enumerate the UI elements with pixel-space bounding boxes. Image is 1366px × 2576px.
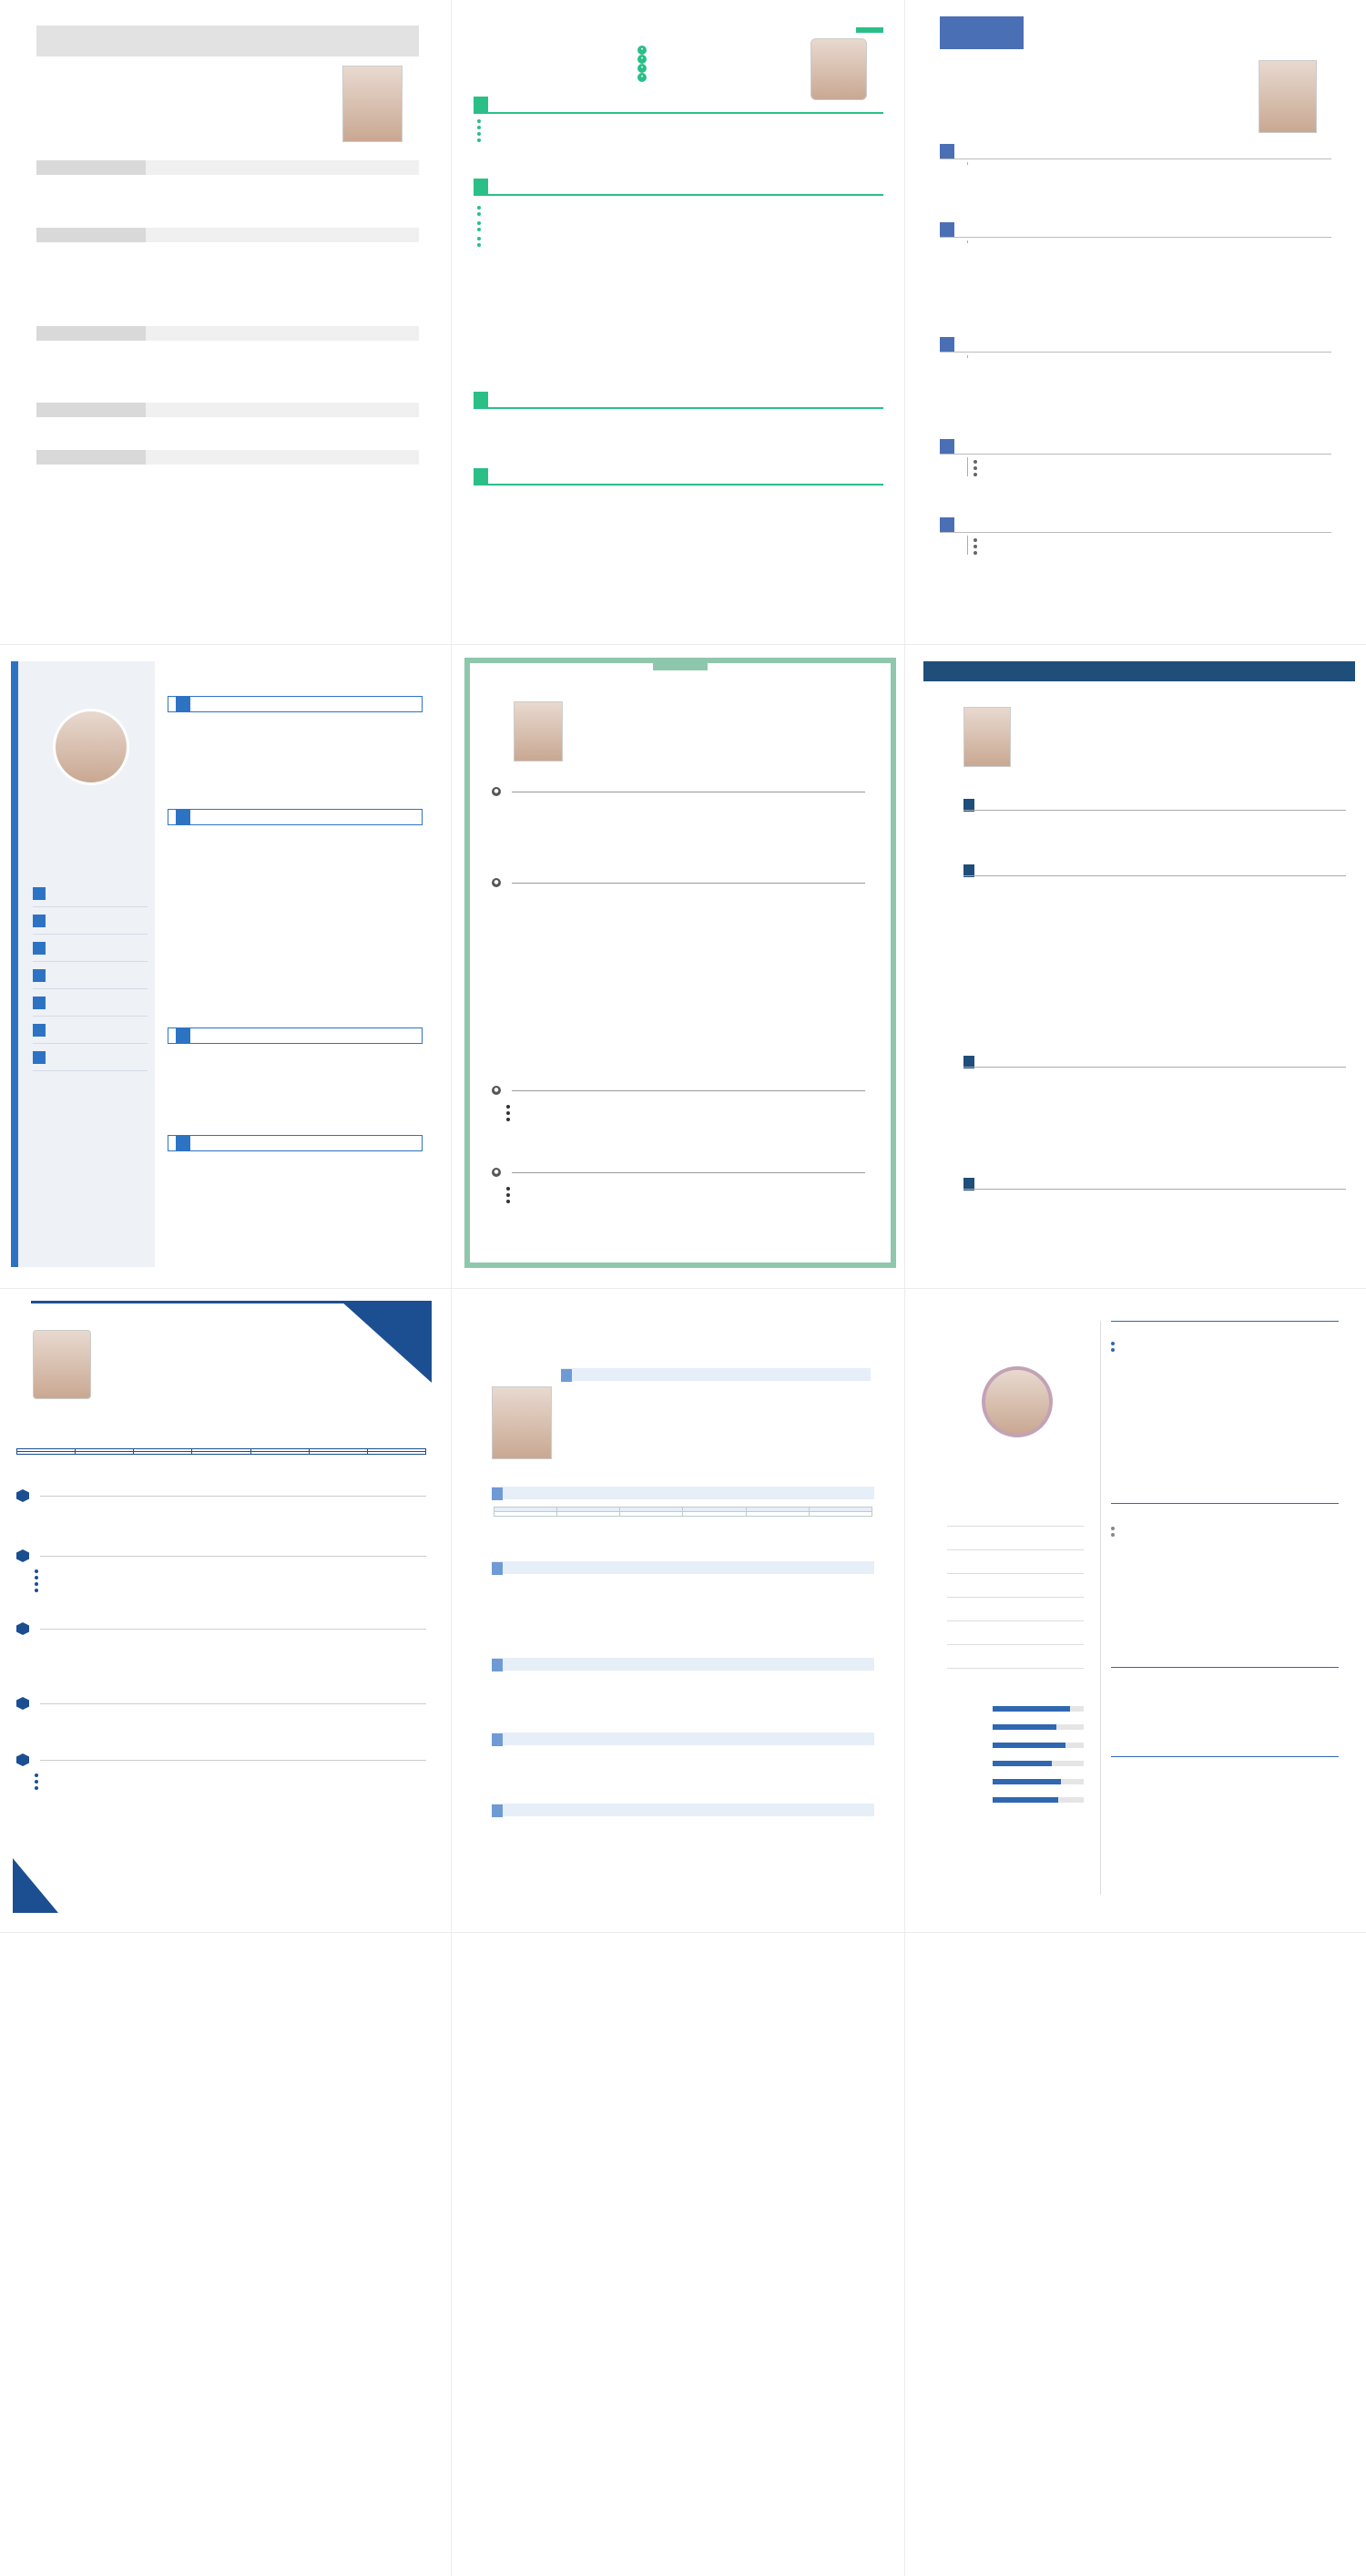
section-header: [474, 97, 883, 113]
sidebar-row: [33, 1017, 148, 1044]
section-header: [168, 1135, 423, 1151]
divider: [40, 1496, 426, 1497]
table-row: [17, 1452, 426, 1455]
divider: [512, 1172, 865, 1173]
table-cell: [809, 1512, 872, 1517]
accent-bar: [856, 27, 883, 33]
section-header: [168, 696, 423, 712]
bullet-icon: [477, 132, 481, 136]
bullet-icon: [506, 1187, 510, 1191]
info-row: [947, 1503, 1084, 1527]
section-header: [940, 439, 1331, 454]
section-header: [36, 228, 419, 242]
work-block: [40, 246, 415, 251]
edu-block: [35, 1507, 426, 1509]
honor-item: [35, 1586, 426, 1592]
table-cell: [250, 1452, 309, 1455]
ability-fill: [993, 1797, 1058, 1803]
bullet-icon: [477, 126, 481, 129]
ability-fill: [993, 1779, 1061, 1784]
divider: [512, 1090, 865, 1091]
edu-block: [173, 718, 419, 721]
self-eval-item: [974, 548, 1326, 555]
info-row: [1025, 709, 1067, 722]
section-header: [492, 1561, 874, 1574]
divider: [40, 1556, 426, 1557]
info-row: [947, 1645, 1084, 1669]
job-item: [477, 225, 878, 231]
ability-row: [947, 1754, 1084, 1773]
bullet-icon: [506, 1118, 510, 1121]
skill-item: [974, 464, 1326, 470]
honor-item: [35, 1567, 426, 1573]
section-title: [492, 1733, 503, 1746]
ability-row: [947, 1736, 1084, 1754]
contact-list: [637, 46, 650, 82]
self-block: [967, 536, 1326, 555]
column-line: [1100, 1321, 1101, 1895]
section-header: [561, 1368, 871, 1381]
row-divider: [0, 1288, 1366, 1289]
divider: [940, 454, 1331, 455]
info-row: [1188, 709, 1229, 722]
table-cell: [76, 1452, 134, 1455]
section-icon: ●: [492, 787, 501, 796]
section-title: [561, 1369, 572, 1382]
ability-track: [993, 1743, 1084, 1748]
self-eval-item: [506, 1184, 861, 1191]
bullet-icon: [974, 545, 977, 548]
honor-block: [35, 1567, 426, 1592]
ability-fill: [993, 1724, 1056, 1730]
resume-card-6: [923, 661, 1355, 1262]
contact-row: [637, 46, 650, 55]
profile-photo: [53, 709, 129, 785]
resume-card-8: [481, 1304, 882, 1906]
skills-block: [506, 1102, 861, 1121]
info-row: [947, 1550, 1084, 1574]
divider: [474, 112, 883, 114]
row-divider: [0, 1932, 1366, 1933]
skill-item: [506, 1102, 861, 1109]
bullet-icon: [1111, 1527, 1115, 1530]
sidebar-row: [33, 1044, 148, 1071]
table-cell: [683, 1512, 746, 1517]
section-header: [940, 222, 1331, 237]
bullet-icon: [35, 1589, 38, 1592]
divider: [1111, 1756, 1339, 1757]
bullet-icon: [35, 1786, 38, 1790]
bullet-icon: [35, 1569, 38, 1573]
section-header: [940, 144, 1331, 158]
mail-icon: •: [637, 73, 647, 82]
side-stripe: [11, 661, 18, 1267]
section-header: [492, 876, 865, 889]
section-header: [16, 1696, 426, 1711]
divider: [963, 875, 1346, 876]
self-block: [506, 1184, 861, 1203]
person-icon: •: [637, 46, 647, 55]
profile-photo: [492, 1386, 552, 1459]
divider: [963, 810, 1346, 811]
section-icon: ●: [492, 1086, 501, 1095]
info-row: [1188, 722, 1229, 736]
section-header: [492, 785, 865, 798]
section-title: [492, 1562, 503, 1575]
self-eval-item: [1111, 1345, 1339, 1352]
section-header: [474, 179, 883, 195]
edu-block: [506, 803, 861, 806]
row-divider: [0, 644, 1366, 645]
bullet-icon: [477, 243, 481, 247]
section-icon: [176, 1028, 190, 1043]
section-header: [1111, 1319, 1339, 1322]
section-title: [940, 222, 954, 237]
self-eval-item: [506, 1191, 861, 1197]
self-eval-item: [1111, 1339, 1339, 1345]
calendar-icon: [33, 915, 46, 927]
table-cell: [746, 1512, 809, 1517]
location-icon: [33, 969, 46, 982]
top-line: [31, 1301, 432, 1303]
divider: [40, 1703, 426, 1704]
resume-card-9: [929, 1303, 1348, 1913]
resume-card-3: [940, 16, 1331, 608]
divider: [940, 158, 1331, 159]
bullet-icon: [506, 1200, 510, 1203]
profile-photo: [982, 1366, 1053, 1437]
section-title: [940, 517, 954, 532]
info-row: [1025, 736, 1067, 750]
resume-badge: [653, 658, 708, 670]
sidebar-info: [33, 880, 148, 1071]
bullet-icon: [974, 551, 977, 555]
project-block: [963, 1071, 1346, 1077]
table-cell: [309, 1452, 367, 1455]
section-header: [16, 1621, 426, 1636]
resume-card-4: [11, 661, 430, 1267]
divider: [940, 532, 1331, 533]
section-header: [36, 160, 419, 175]
bullet-icon: [477, 237, 481, 240]
info-row: [947, 1527, 1084, 1550]
bullet-icon: [35, 1780, 38, 1784]
self-eval-item: [477, 123, 878, 129]
practice-block: [40, 344, 415, 347]
ability-track: [993, 1724, 1084, 1730]
resume-card-2: [474, 27, 883, 619]
divider: [1111, 1667, 1339, 1668]
section-header: [36, 403, 419, 417]
section-title: [940, 337, 954, 352]
mail-icon: [33, 1051, 46, 1064]
profile-photo: [810, 38, 867, 100]
sidebar-row: [33, 907, 148, 935]
info-list: [1188, 709, 1229, 750]
self-eval-item: [35, 1784, 426, 1790]
self-eval-item: [974, 536, 1326, 542]
profile-photo: [514, 701, 563, 762]
self-block: [477, 117, 878, 142]
job-item: [477, 210, 878, 216]
star-icon: [16, 1489, 29, 1502]
self-eval-item: [477, 129, 878, 136]
bullet-icon: [1111, 1342, 1115, 1345]
bullet-icon: [477, 221, 481, 225]
section-title: [474, 97, 488, 113]
corner-shape: [13, 1858, 58, 1913]
resume-badge: [940, 16, 1024, 49]
section-title: [474, 468, 488, 485]
divider: [940, 352, 1331, 353]
section-icon: ●: [492, 878, 501, 887]
bullet-icon: [1111, 1348, 1115, 1352]
bullet-icon: [477, 138, 481, 142]
self-block: [1111, 1339, 1339, 1352]
section-header: [1111, 1754, 1339, 1757]
honor-item: [35, 1573, 426, 1579]
ability-track: [993, 1706, 1084, 1712]
info-row: [947, 1598, 1084, 1621]
ability-fill: [993, 1743, 1065, 1748]
self-eval-item: [35, 1771, 426, 1777]
flag-icon: [33, 997, 46, 1009]
honor-item: [35, 1579, 426, 1586]
work-block: [1111, 1521, 1339, 1537]
resume-title: [36, 26, 419, 56]
bullet-icon: [506, 1111, 510, 1115]
score-table: [494, 1507, 872, 1517]
home-icon: [33, 942, 46, 955]
sidebar-row: [33, 989, 148, 1017]
divider: [40, 1629, 426, 1630]
bullet-icon: [974, 538, 977, 542]
section-header: [492, 1487, 874, 1499]
section-title: [940, 144, 954, 158]
corner-shape: [341, 1301, 432, 1383]
skills-block: [967, 457, 1326, 476]
sidebar-row: [33, 935, 148, 962]
info-list: [1025, 709, 1067, 763]
section-header: [492, 1804, 874, 1816]
section-header: [940, 337, 1331, 352]
section-header: [492, 1658, 874, 1671]
divider: [963, 1067, 1346, 1068]
info-row: [947, 1574, 1084, 1598]
score-table: [16, 1448, 426, 1455]
self-block: [35, 1771, 426, 1790]
job-item: [1111, 1530, 1339, 1537]
star-icon: [16, 1753, 29, 1766]
bullet-icon: [35, 1582, 38, 1586]
self-eval-item: [974, 542, 1326, 548]
ability-fill: [993, 1706, 1070, 1712]
divider: [512, 883, 865, 884]
bullet-icon: [974, 473, 977, 476]
divider: [940, 237, 1331, 238]
work-block: [477, 200, 878, 247]
contact-row: [637, 73, 650, 82]
bullet-icon: [477, 206, 481, 210]
section-header: [474, 468, 883, 485]
bullet-icon: [35, 1576, 38, 1579]
ability-track: [993, 1779, 1084, 1784]
profile-photo: [33, 1330, 91, 1399]
self-eval-item: [477, 136, 878, 142]
section-header: [168, 809, 423, 825]
work-block: [506, 896, 861, 902]
sidebar-row: [33, 962, 148, 989]
divider: [1111, 1321, 1339, 1322]
bullet-icon: [477, 228, 481, 231]
resume-card-1: [36, 26, 419, 618]
skill-item: [506, 1109, 861, 1115]
section-header: [1111, 1501, 1339, 1504]
section-title: [940, 439, 954, 454]
section-title: [474, 392, 488, 408]
section-header: [16, 1753, 426, 1767]
star-icon: [16, 1622, 29, 1635]
table-cell: [134, 1452, 192, 1455]
profile-photo: [342, 66, 403, 142]
edu-block: [494, 1579, 872, 1582]
profile-photo: [1259, 60, 1317, 133]
section-title: [492, 1804, 503, 1817]
contact-row: [637, 64, 650, 73]
table-cell: [367, 1452, 425, 1455]
job-item: [477, 234, 878, 240]
section-header: [963, 798, 1346, 811]
job-item: [477, 219, 878, 225]
section-header: [36, 450, 419, 465]
bullet-icon: [477, 119, 481, 123]
campus-block: [494, 1676, 872, 1679]
section-header: [474, 392, 883, 408]
section-header: [940, 517, 1331, 532]
profile-photo: [963, 707, 1011, 767]
self-eval-item: [477, 117, 878, 123]
campus-block: [35, 1640, 426, 1645]
divider: [474, 484, 883, 486]
star-icon: [16, 1549, 29, 1562]
work-block: [173, 831, 419, 836]
bullet-icon: [974, 460, 977, 464]
divider: [963, 1189, 1346, 1190]
edu-block: [967, 162, 1326, 165]
section-header: [16, 1488, 426, 1503]
section-icon: [176, 697, 190, 711]
ability-row: [947, 1791, 1084, 1809]
divider: [474, 194, 883, 196]
bullet-icon: [974, 466, 977, 470]
info-row: [947, 1621, 1084, 1645]
info-list: [947, 1503, 1084, 1669]
ability-row: [947, 1773, 1084, 1791]
divider: [474, 407, 883, 409]
section-icon: [176, 810, 190, 824]
ability-row: [947, 1700, 1084, 1718]
intern-block: [967, 240, 1326, 243]
edu-block: [963, 814, 1346, 817]
header-bar: [923, 661, 1355, 681]
skill-item: [974, 470, 1326, 476]
table-cell: [620, 1512, 683, 1517]
self-eval-item: [35, 1777, 426, 1784]
section-header: [168, 1027, 423, 1044]
table-cell: [17, 1452, 76, 1455]
section-header: [492, 1166, 865, 1179]
ability-list: [947, 1700, 1084, 1809]
section-header: [1111, 1665, 1339, 1668]
section-header: [36, 326, 419, 341]
section-icon: ●: [492, 1168, 501, 1177]
location-icon: •: [637, 55, 647, 64]
info-row: [1025, 722, 1067, 736]
divider: [1111, 1503, 1339, 1504]
table-cell: [494, 1512, 557, 1517]
phone-icon: •: [637, 64, 647, 73]
table-row: [494, 1512, 872, 1517]
job-item: [477, 203, 878, 210]
table-cell: [192, 1452, 250, 1455]
section-header: [963, 1177, 1346, 1190]
section-header: [963, 864, 1346, 876]
section-icon: [176, 1136, 190, 1150]
star-icon: [16, 1697, 29, 1710]
table-cell: [557, 1512, 620, 1517]
bullet-icon: [506, 1105, 510, 1109]
section-header: [492, 1084, 865, 1097]
bullet-icon: [477, 212, 481, 216]
phone-icon: [33, 1024, 46, 1037]
skill-item: [974, 457, 1326, 464]
self-eval-item: [506, 1197, 861, 1203]
contact-row: [637, 55, 650, 64]
job-item: [477, 240, 878, 247]
divider: [40, 1760, 426, 1761]
resume-card-5: [464, 658, 896, 1268]
section-header: [963, 1055, 1346, 1068]
section-header: [492, 1733, 874, 1745]
sidebar-row: [33, 880, 148, 907]
ability-track: [993, 1761, 1084, 1766]
section-title: [474, 179, 488, 195]
info-row: [1025, 750, 1067, 763]
info-row: [1188, 736, 1229, 750]
section-title: [492, 1659, 503, 1671]
section-header: [16, 1549, 426, 1563]
social-block: [967, 355, 1326, 358]
bullet-icon: [506, 1193, 510, 1197]
bullet-icon: [35, 1774, 38, 1777]
edu-block: [477, 412, 878, 417]
bullet-icon: [1111, 1533, 1115, 1537]
work-block: [963, 880, 1346, 885]
ability-fill: [993, 1761, 1052, 1766]
ability-track: [993, 1797, 1084, 1803]
job-item: [1111, 1524, 1339, 1530]
edu-block: [40, 179, 415, 181]
skill-item: [506, 1115, 861, 1121]
ability-row: [947, 1718, 1084, 1736]
user-icon: [33, 887, 46, 900]
section-title: [492, 1487, 503, 1500]
resume-card-7: [13, 1301, 437, 1920]
